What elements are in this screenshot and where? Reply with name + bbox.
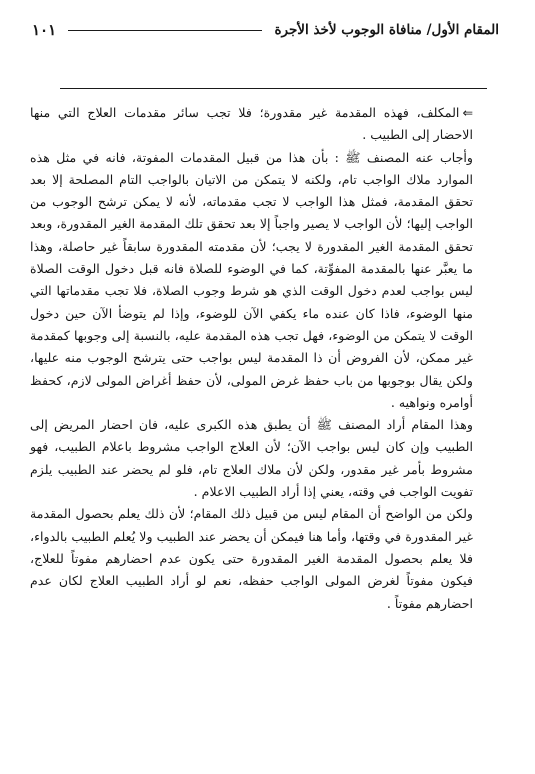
- footnote-separator-rule: [60, 88, 487, 89]
- paragraph: وهذا المقام أراد المصنف ﷺ أن يطبق هذه الكبرى عليه، فان احضار المريض إلى الطبيب وإن كان ليس بواجب الآن؛ لأن العلاج الواجب مشروط باعلام الطبيب، فهو مشروط بأمر غير مقدور، ولكن لأن ملاك العلاج تام، فلو لم يحضر عند الطبيب يلزم تفويت الواجب في وقته، يعني إذا أراد الطبيب الاعلام .: [30, 417, 473, 500]
- paragraph-continuation: [30, 102, 473, 147]
- running-header: [32, 16, 499, 44]
- paragraph: وأجاب عنه المصنف ﷺ : بأن هذا من قبيل المقدمات المفوتة، فانه في مثل هذه الموارد ملاك الواجب تام، ولكنه لا يتمكن من الاتيان بالواجب التام المصلحة إلا بعد تحقق المقدمة، فمثل هذا الواجب لا تجب مقدماته، لأنه لا يمكن ترشح الوجوب من الواجب إليها؛ لأن الواجب لا يصير واجباً إلا بعد تحقق تلك المقدمة الغير المقدورة، وبعد تحقق المقدمة الغير المقدورة لا يجب؛ لأن مقدمته المقدورة سابقاً غير حاصلة، وهذا ما يعبَّر عنها بالمقدمة المفوِّتة، كما في الوضوء للصلاة فانه قبل دخول الوقت الصلاة ليس بواجب لعدم دخول الوقت الذي هو شرط وجوب الصلاة، فلا تجب مقدماتها التي منها الوضوء، فاذا كان عنده ماء يكفي الآن للوضوء، وإذا لم يتوضأ الآن حين دخول الوقت لا يتمكن من الوضوء، فهل تجب هذه المقدمة عليه، بالنسبة إلى وجوبها كمقدمة غير ممكن، لأن الفروض أن ذا المقدمة ليس بواجب حتى يترشح الوجوب منه عليها، ولكن يقال بوجوبها من باب حفظ غرض المولى، لأن حفظ أغراض المولى لازم، كحفظ أوامره ونواهيه .: [30, 149, 473, 410]
- page-body-text: [30, 102, 473, 615]
- header-divider-line: [68, 30, 262, 31]
- paragraph-text: المكلف، فهذه المقدمة غير مقدورة؛ فلا تجب سائر مقدمات العلاج التي منها الاحضار إلى الطبيب .: [30, 105, 473, 143]
- paragraph: ولكن من الواضح أن المقام ليس من قبيل ذلك المقام؛ لأن ذلك يعلم بحصول المقدمة غير المقدورة في وقتها، وأما هنا فيمكن أن يحضر عند الطبيب ولا يُعلم الطبيب بالدواء، فلا يعلم بحصول المقدمة الغير المقدورة حتى يكون عدم احضارهم مفوتاً للعلاج، فيكون مفوتاً لغرض المولى الواجب حفظه، نعم لو أراد الطبيب العلاج لكان عدم احضارهم مفوتاً .: [30, 506, 473, 611]
- running-title: المقام الأول/ منافاة الوجوب لأخذ الأجرة: [274, 22, 499, 38]
- page-number: ١٠١: [32, 21, 57, 39]
- continuation-arrow-icon: ⇐: [462, 105, 473, 120]
